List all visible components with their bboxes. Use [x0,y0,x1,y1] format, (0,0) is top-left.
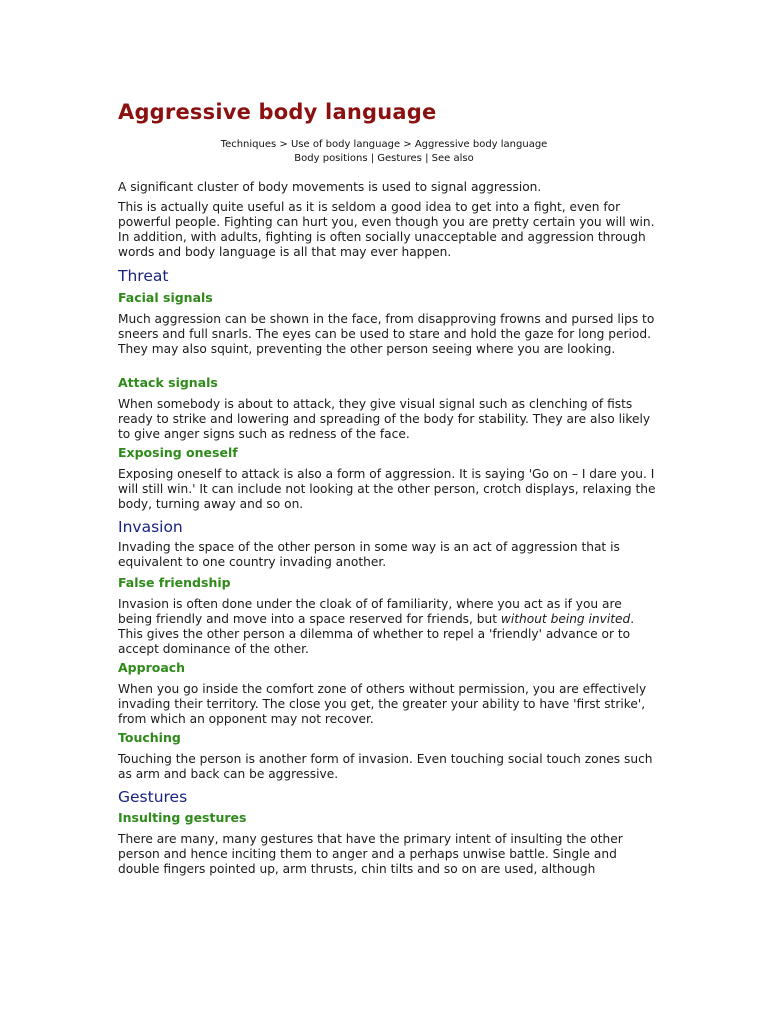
breadcrumb-path[interactable]: Techniques > Use of body language > Aggressive body language [220,139,548,150]
paragraph-facial-signals: Much aggression can be shown in the face, from disapproving frowns and pursed lips to sneers and full snarls. The eyes can be used to stare and hold the gaze for long period. They may also squint, preventing the other person seeing where you are looking. [118,312,655,356]
paragraph-invasion: Invading the space of the other person in some way is an act of aggression that is equivalent to one country invading another. [118,540,620,569]
heading-approach: Approach [118,660,186,675]
intro-section [118,180,658,260]
heading-facial-signals: Facial signals [118,290,213,305]
false-friendship-text-b: . This gives the other person a dilemma of whether to repel a 'friendly' advance or to accept dominance of the other. [118,612,635,656]
subsection-approach [118,659,658,727]
section-threat [118,266,658,286]
title-area [118,96,658,128]
section-gestures [118,787,658,807]
paragraph-touching: Touching the person is another form of invasion. Even touching social touch zones such as arm and back can be aggressive. [118,752,653,781]
false-friendship-emphasis: without being invited [500,612,631,626]
paragraph-exposing-oneself: Exposing oneself to attack is also a form of aggression. It is saying 'Go on – I dare you. I will still win.' It can include not looking at the other person, crotch displays, relaxing the body, turning away and so on. [118,467,656,511]
heading-false-friendship: False friendship [118,575,231,590]
heading-gestures: Gestures [118,788,188,806]
false-friendship-text-a: Invasion is often done under the cloak of of familiarity, where you act as if you are being friendly and move into a space reserved for friends, but [118,597,622,626]
intro-paragraph-2: This is actually quite useful as it is seldom a good idea to get into a fight, even for powerful people. Fighting can hurt you, even though you are pretty certain you will win. In addition, with adults, fighting is often socially unacceptable and aggression through words and body language is all that may ever happen. [118,200,655,259]
heading-exposing-oneself: Exposing oneself [118,445,238,460]
subsection-facial-signals [118,289,658,357]
heading-touching: Touching [118,730,181,745]
subsection-false-friendship [118,574,658,657]
section-links[interactable]: Body positions | Gestures | See also [294,153,474,164]
paragraph-attack-signals: When somebody is about to attack, they give visual signal such as clenching of fists ready to strike and lowering and spreading of the body for stability. They are also likely to give anger signs such as redness of the face. [118,397,651,441]
heading-attack-signals: Attack signals [118,375,218,390]
intro-paragraph-1: A significant cluster of body movements is used to signal aggression. [118,180,542,194]
subsection-attack-signals [118,374,658,442]
section-invasion [118,517,658,570]
subsection-insulting-gestures [118,809,658,877]
heading-insulting-gestures: Insulting gestures [118,810,247,825]
page-title: Aggressive body language [118,100,437,124]
breadcrumb [0,138,768,166]
heading-threat: Threat [118,267,169,285]
subsection-exposing-oneself [118,444,658,512]
paragraph-false-friendship [118,597,658,657]
paragraph-approach: When you go inside the comfort zone of others without permission, you are effectively invading their territory. The close you get, the greater your ability to have 'first strike', from which an opponent may not recover. [118,682,647,726]
subsection-touching [118,729,658,782]
heading-invasion: Invasion [118,518,183,536]
paragraph-insulting-gestures: There are many, many gestures that have the primary intent of insulting the other person and hence inciting them to anger and a perhaps unwise battle. Single and double fingers pointed up, arm thrusts, chin tilts and so on are used, although [118,832,623,876]
